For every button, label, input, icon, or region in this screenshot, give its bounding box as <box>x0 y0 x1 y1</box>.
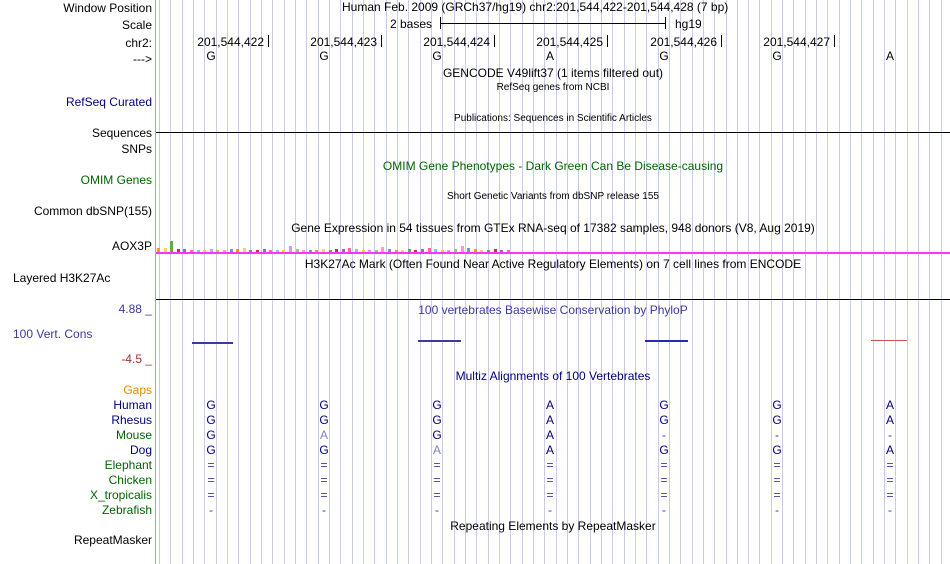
scale-label: Scale <box>121 18 152 32</box>
alignment-base: - <box>775 428 779 442</box>
base-letter: G <box>772 49 782 63</box>
refseq-track-label[interactable]: RefSeq Curated <box>65 95 152 109</box>
alignment-base: A <box>319 428 328 442</box>
h3k27-track-label[interactable]: Layered H3K27Ac <box>13 271 111 285</box>
alignment-base: - <box>662 503 666 517</box>
scale-bar-right-tick <box>665 17 666 29</box>
alignment-base: = <box>546 458 554 472</box>
alignment-base: = <box>660 473 668 487</box>
alignment-base: G <box>319 398 329 412</box>
alignment-base: - <box>662 428 666 442</box>
coord-label: 201,544,427 <box>763 35 830 49</box>
alignment-base: = <box>320 473 328 487</box>
alignment-base: A <box>545 398 554 412</box>
coord-label: 201,544,426 <box>650 35 717 49</box>
scale-assembly: hg19 <box>675 17 702 31</box>
alignment-base: A <box>885 443 894 457</box>
alignment-base: G <box>772 413 782 427</box>
snps-track-label[interactable]: SNPs <box>121 142 152 156</box>
alignment-base: G <box>772 443 782 457</box>
alignment-base: = <box>320 458 328 472</box>
alignment-base: G <box>206 398 216 412</box>
dbsnp-track-title[interactable]: Short Genetic Variants from dbSNP release 155 <box>447 191 659 202</box>
alignment-base: = <box>773 458 781 472</box>
repeatmasker-track-label[interactable]: RepeatMasker <box>73 533 152 547</box>
alignment-base: A <box>545 413 554 427</box>
alignment-base: = <box>546 488 554 502</box>
alignment-base: = <box>433 473 441 487</box>
cons-min-label: -4.5 _ <box>121 352 152 366</box>
alignment-base: A <box>545 443 554 457</box>
gtex-expression-bars[interactable] <box>156 236 950 252</box>
alignment-base: G <box>659 443 669 457</box>
repeatmasker-track-title[interactable]: Repeating Elements by RepeatMasker <box>450 519 656 533</box>
cons-signal-2 <box>418 340 461 342</box>
window-position-text: Human Feb. 2009 (GRCh37/hg19) chr2:201,544,422-201,544,428 (7 bp) <box>342 0 729 14</box>
alignment-base: = <box>660 458 668 472</box>
alignment-base: G <box>319 413 329 427</box>
alignment-base: G <box>659 413 669 427</box>
alignment-base: - <box>209 503 213 517</box>
alignment-base: = <box>433 458 441 472</box>
alignment-base: - <box>322 503 326 517</box>
publications-track-title[interactable]: Publications: Sequences in Scientific Articles <box>454 113 652 124</box>
coord-tick <box>268 35 269 47</box>
browser-image[interactable] <box>156 0 950 564</box>
strand-label: ---> <box>133 52 152 66</box>
image-left-border <box>155 0 156 564</box>
coord-label: 201,544,422 <box>197 35 264 49</box>
gtex-gene-line <box>156 252 950 254</box>
alignment-base: = <box>546 473 554 487</box>
gencode-track-title[interactable]: GENCODE V49lift37 (1 items filtered out) <box>442 66 664 80</box>
alignment-base: - <box>775 503 779 517</box>
species-label: Dog <box>129 443 152 457</box>
alignment-base: G <box>206 428 216 442</box>
coord-tick <box>721 35 722 47</box>
coord-label: 201,544,424 <box>423 35 490 49</box>
species-label: Human <box>113 398 152 412</box>
alignment-base: A <box>885 398 894 412</box>
coord-tick <box>381 35 382 47</box>
base-letter: G <box>659 49 669 63</box>
sequences-line <box>156 132 950 133</box>
alignment-base: A <box>885 413 894 427</box>
alignment-base: = <box>207 458 215 472</box>
alignment-base: = <box>660 488 668 502</box>
window-position-label: Window Position <box>63 1 152 15</box>
coord-label: 201,544,425 <box>536 35 603 49</box>
gtex-track-label[interactable]: AOX3P <box>111 239 152 253</box>
scale-bar-left-tick <box>440 17 441 29</box>
refseq-track-title[interactable]: RefSeq genes from NCBI <box>496 82 610 93</box>
base-letter: A <box>885 49 894 63</box>
coord-tick <box>834 35 835 47</box>
alignment-base: G <box>206 413 216 427</box>
alignment-base: = <box>886 473 894 487</box>
base-letter: G <box>206 49 216 63</box>
alignment-base: G <box>319 443 329 457</box>
alignment-base: G <box>772 398 782 412</box>
dbsnp-track-label[interactable]: Common dbSNP(155) <box>33 204 152 218</box>
coord-label: 201,544,423 <box>310 35 377 49</box>
species-label: Rhesus <box>111 413 152 427</box>
alignment-base: = <box>207 473 215 487</box>
species-label: X_tropicalis <box>89 488 152 502</box>
coord-tick <box>494 35 495 47</box>
gaps-label: Gaps <box>123 383 152 397</box>
omim-track-title[interactable]: OMIM Gene Phenotypes - Dark Green Can Be Disease-causing <box>382 159 724 173</box>
alignment-base: A <box>545 428 554 442</box>
base-letter: G <box>432 49 442 63</box>
alignment-base: G <box>432 398 442 412</box>
alignment-base: = <box>886 488 894 502</box>
cons-track-title[interactable]: 100 vertebrates Basewise Conservation by PhyloP <box>418 303 688 317</box>
alignment-base: - <box>888 428 892 442</box>
alignment-base: = <box>207 488 215 502</box>
species-label: Chicken <box>108 473 152 487</box>
species-label: Mouse <box>115 428 152 442</box>
gtex-tissue-bar[interactable] <box>170 241 173 252</box>
h3k27-track-title[interactable]: H3K27Ac Mark (Often Found Near Active Regulatory Elements) on 7 cell lines from ENCODE <box>304 257 802 271</box>
cons-signal-1 <box>192 342 233 344</box>
chrom-label: chr2: <box>125 36 152 50</box>
cons-signal-3 <box>645 340 688 342</box>
multiz-track-title[interactable]: Multiz Alignments of 100 Vertebrates <box>455 369 651 383</box>
coord-tick <box>607 35 608 47</box>
alignment-base: - <box>435 503 439 517</box>
gtex-track-title[interactable]: Gene Expression in 54 tissues from GTEx RNA-seq of 17382 samples, 948 donors (V8, Aug 2019) <box>291 221 815 235</box>
alignment-base: G <box>206 443 216 457</box>
scale-bar <box>440 23 666 24</box>
alignment-base: - <box>548 503 552 517</box>
alignment-base: A <box>432 443 441 457</box>
alignment-base: = <box>886 458 894 472</box>
alignment-base: = <box>433 488 441 502</box>
species-label: Zebrafish <box>101 503 152 517</box>
alignment-base: = <box>773 473 781 487</box>
alignment-base: G <box>432 428 442 442</box>
alignment-base: G <box>659 398 669 412</box>
base-letter: G <box>319 49 329 63</box>
omim-track-label[interactable]: OMIM Genes <box>80 173 152 187</box>
h3k27-baseline <box>156 299 950 300</box>
alignment-base: G <box>432 413 442 427</box>
alignment-base: = <box>320 488 328 502</box>
scale-size: 2 bases <box>390 17 433 31</box>
alignment-base: = <box>773 488 781 502</box>
cons-track-label[interactable]: 100 Vert. Cons <box>13 327 93 341</box>
base-letter: A <box>545 49 554 63</box>
cons-signal-4 <box>871 340 907 341</box>
cons-max-label: 4.88 _ <box>118 302 152 316</box>
alignment-base: - <box>888 503 892 517</box>
species-label: Elephant <box>104 458 152 472</box>
sequences-track-label[interactable]: Sequences <box>91 126 152 140</box>
